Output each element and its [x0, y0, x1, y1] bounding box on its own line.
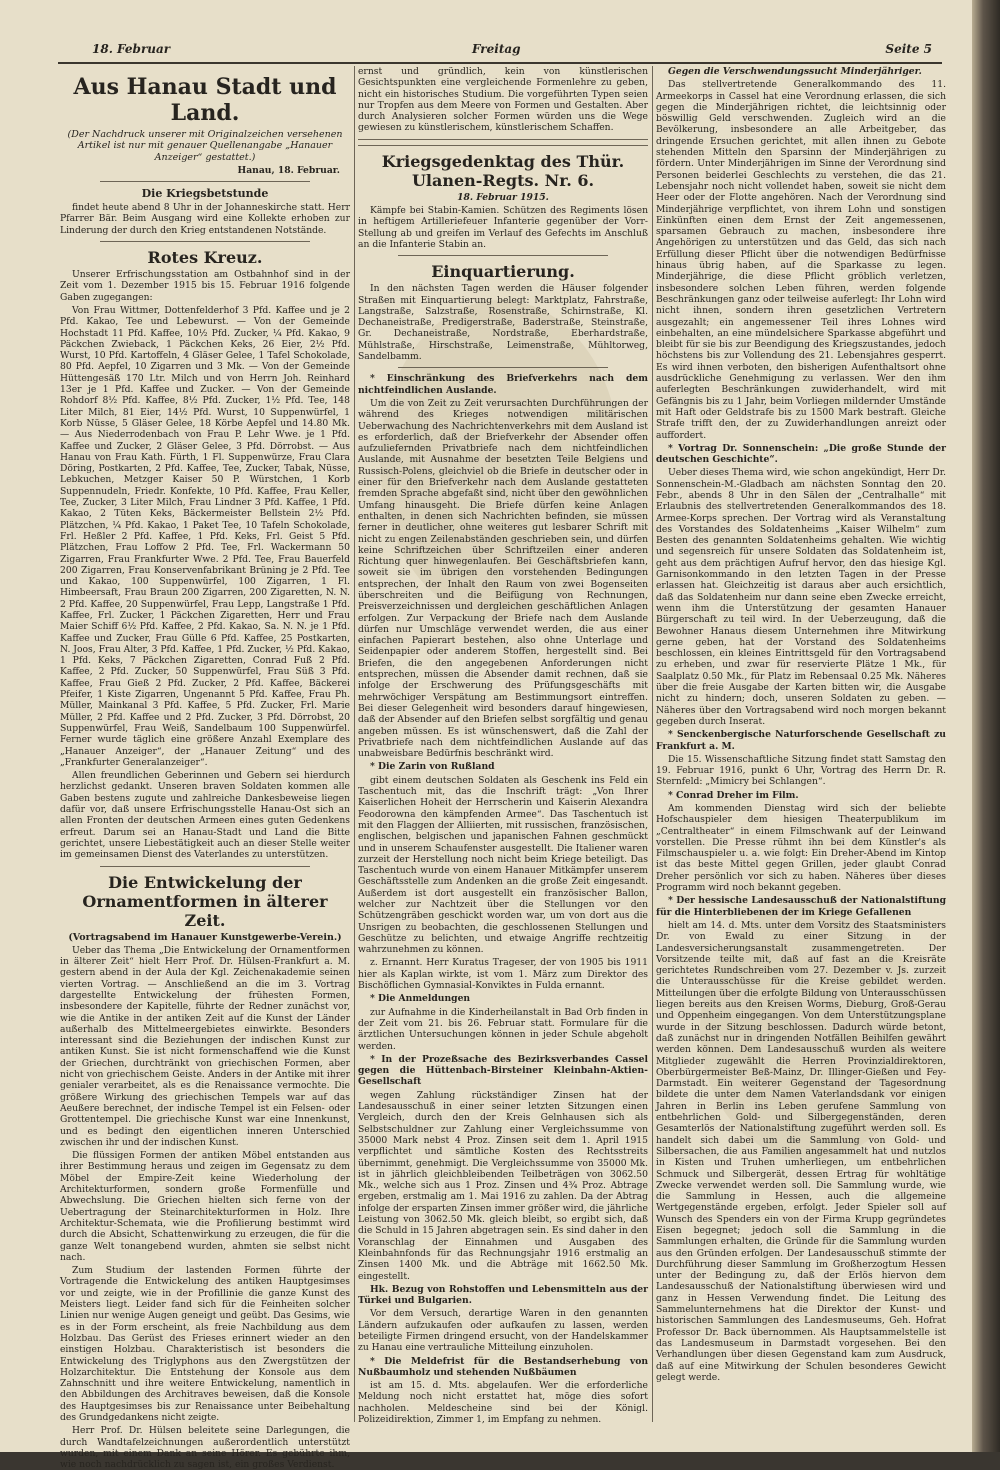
article-heading: Die Kriegsbetstunde [141, 187, 269, 201]
header-date: 18. Februar [92, 42, 171, 56]
article-text: findet heute abend 8 Uhr in der Johanneskirche statt. Herr Pfarrer Bär. Beim Ausgang wird eine Kollekte erhoben zur Linderung der durch den Krieg entstandenen Notstände. [60, 202, 350, 236]
article-heading: * Senckenbergische Naturforschende Gesellschaft zu Frankfurt a. M. [656, 729, 946, 752]
article-heading: * Einschränkung des Briefverkehrs nach dem nichtfeindlichen Auslande. [358, 373, 648, 396]
article-text: Kämpfe bei Stabin-Kamien. Schützen des Regiments lösen in heftigem Artilleriefeuer Infanterie gegenüber der Vorr-Stellung ab und greifen im Verlauf des Gefechts im Anschluß an die Infanterie Stabin an. [358, 205, 648, 250]
divider [100, 866, 310, 867]
divider [358, 145, 648, 146]
header-weekday: Freitag [472, 42, 521, 56]
page-header [92, 42, 932, 60]
divider [100, 241, 310, 242]
divider [100, 181, 310, 182]
page-binding-edge [972, 0, 1000, 1452]
article-text: Das stellvertretende Generalkommando des 11. Armeekorps in Cassel hat eine Verordnung erlassen, die sich gegen die Minderjährigen richtet, die leichtsinnig oder böswillig Geld verschwenden. Zugleich wird an die Bevölkerung, insbesondere an alle Arbeitgeber, das dringende Ersuchen gerichtet, mit allen ihnen zu Gebote stehenden Mitteln den Sparsinn der Minderjährigen zu fördern. Unter Minderjährigen im Sinne der Verordnung sind Personen beiderlei Geschlechts zu verstehen, die das 21. Lebensjahr noch nicht vollendet haben, soweit sie nicht dem Heer oder der Flotte angehören. Nach der Verordnung sind Minderjährige verpflichtet, von ihrem Lohn und sonstigen Einkünften einen dem Ernst der Zeit angemessenen, sparsamen Gebrauch zu machen, insbesondere ihre Angehörigen zu unterstützen und das Geld, das sich nach Erfüllung dieser Pflicht über die notwendigen Bedürfnisse hinaus übrig haben, auf die Sparkasse zu legen. Minderjährige, die diese Pflicht gröblich verletzen, insbesondere solchen Leben führen, werden folgende Beschränkungen ganz oder teilweise auferlegt: Ihr Lohn wird nicht ihnen, sondern ihren gesetzlichen Vertretern ausgezahlt; ein angemessener Teil ihres Lohnes wird einbehalten, an eine mündelsichere Sparkasse abgeführt und bleibt für sie bis zur Beendigung des Kriegszustandes, jedoch höchstens bis zur Vollendung des 21. Lebensjahres gesperrt. Es wird ihnen verboten, den bisherigen Aufenthaltsort ohne ausdrückliche Genehmigung zu verlassen. Wer den ihm auferlegten Beschränkungen zuwiderhandelt, wird mit Gefängnis bis zu 1 Jahr, beim Vorliegen mildernder Umstände mit Haft oder Geldstrafe bis zu 1500 Mark bestraft. Gleiche Strafe trifft den, der zu Zuwiderhandlungen anreizt oder auffordert. [656, 79, 946, 441]
column-3 [656, 66, 946, 1422]
column-divider [652, 66, 653, 1422]
header-rule [58, 62, 942, 64]
article-text: Herr Prof. Dr. Hülsen beleitete seine Darlegungen, die durch Wandtafelzeichnungen außerordentlich unterstützt wurden, mit einem Dank an seine Hörer. Es gebührte ihm, wie noch nachdrücklich zu sagen ist, ein großes Verdienst. [60, 1425, 350, 1470]
article-text: z. Ernannt. Herr Kuratus Trageser, der von 1905 bis 1911 hier als Kaplan wirkte, ist vom 1. März zum Direktor des Bischöflichen Gymnasial-Konviktes in Fulda ernannt. [358, 957, 648, 992]
divider [398, 367, 608, 368]
article-title: Einquartierung. [431, 262, 575, 282]
article-text: zur Aufnahme in die Kinderheilanstalt in Bad Orb finden in der Zeit vom 21. bis 26. Februar statt. Formulare für die ärztlichen Untersuchungen können in jeder Schule abgeholt werden. [358, 1006, 648, 1052]
article-text: Vor dem Versuch, derartige Waren in den genannten Ländern aufzukaufen oder aufkaufen zu lassen, werden beteiligte Firmen dringend ersucht, von der Handelskammer zu Hanau eine vertrauliche Mitteilung einzuholen. [358, 1308, 648, 1354]
divider [358, 139, 648, 140]
article-heading: * Conrad Dreher im Film. [668, 789, 799, 801]
article-text: In den nächsten Tagen werden die Häuser folgender Straßen mit Einquartierung belegt: Marktplatz, Fahrstraße, Langstraße, Salzstraße, Rosenstraße, Schirnstraße, Kl. Dechaneistraße, Predigerstraße, Baderstraße, Steinstraße, Gr. Dechaneistraße, Nordstraße, Eberhardstraße, Mühlstraße, Hirschstraße, Leimenstraße, Mühltorweg, Sandelbamm. [358, 283, 648, 363]
article-subtitle: (Vortragsabend im Hanauer Kunstgewerbe-Verein.) [68, 931, 342, 943]
article-heading: Gegen die Verschwendungssucht Minderjähriger. [668, 66, 922, 77]
article-title: Die Entwickelung der Ornamentformen in älterer Zeit. [82, 872, 328, 930]
article-text: Zum Studium der lastenden Formen führte der Vortragende die Entwickelung des antiken Hauptgesimses vor und zeigte, wie in der Profillinie die ganze Kunst des Meisters liegt. Leider fand sich für die Feinheiten solcher Linien nur wenige Augen geneigt und geübt. Das Gesims, wie es in der Form erscheint, als freie Nachbildung aus dem Holzbau. Das Gerüst des Frieses erinnert wieder an den einstigen Holzbau. Charakteristisch ist besonders die Entwickelung des Triglyphons aus den Zwergstützen der Holzarchitektur. Die Entstehung der Konsole aus dem Zahnschnitt und ihre weitere Entwickelung, namentlich in den Abbildungen des Architraves beweisen, daß die Konsole des Hauptgesimses bis zur Renaissance unter Beibehaltung des Grundgedankens nicht zeigte. [60, 1265, 350, 1423]
article-text: ernst und gründlich, kein von künstlerischen Gesichtspunkten eine vergleichende Formenlehre zu geben, nicht ein historisches Studium. Die vorgeführten Typen seien nur Tropfen aus dem Meere von Formen und Gestalten. Aber durch Analysieren solcher Formen würden uns die Wege gewiesen zu künstlerischem, künstlerischem Schaffen. [358, 66, 648, 134]
article-heading: * Vortrag Dr. Sonnenschein: „Die große Stunde der deutschen Geschichte“. [656, 442, 946, 466]
article-text: ist am 15. d. Mts. abgelaufen. Wer die erforderliche Meldung noch nicht erstattet hat, möge dies sofort nachholen. Meldescheine sind bei der Königl. Polizeidirektion, Zimmer 1, im Empfang zu nehmen. [358, 1380, 648, 1426]
article-text: Am kommenden Dienstag wird sich der beliebte Hofschauspieler dem hiesigen Theaterpublikum im „Centraltheater“ in einem Filmschwank auf der Leinwand vorstellen. Die Presse rühmt ihn bei dem Künstler's als Filmschauspieler u. a. wie folgt: Ein Dreher-Abend im Kintop ist das beste Mittel gegen Grillen, jeder glaubt Conrad Dreher persönlich vor sich zu haben. Näheres über dieses Programm wird noch bekannt gegeben. [656, 803, 946, 894]
article-heading: Hk. Bezug von Rohstoffen und Lebensmitteln aus der Türkei und Bulgarien. [358, 1283, 648, 1307]
column-2 [358, 66, 648, 1426]
article-heading: * Die Meldefrist für die Bestandserhebung von Nußbaumholz und stehenden Nußbäumen [358, 1355, 648, 1378]
article-text: wegen Zahlung rückständiger Zinsen hat der Landesausschuß in einer seiner letzten Sitzungen einen Vergleich, durch den der Kreis Gelnhausen sich als Selbstschuldner zur Zahlung einer Vergleichssumme von 35000 Mark nebst 4 Proz. Zinsen seit dem 1. April 1915 verpflichtet und sämtliche Kosten des Rechtsstreits übernimmt, genehmigt. Die Vergleichssumme von 35000 Mk. ist in jährlich gleichbleibenden Teilbeträgen von 3062.50 Mk., welche sich aus 1 Proz. Zinsen und 4¾ Proz. Abtrage ergeben, erstmalig am 1. Mai 1916 zu zahlen. Da der Abtrag infolge der ersparten Zinsen immer größer wird, die jährliche Leistung von 3062.50 Mk. gleich bleibt, so ergibt sich, daß die Schuld in 15 Jahren abgetragen sein. Es sind daher in den Voranschlag der Einnahmen und Ausgaben des Kleinbahnfonds für das Rechnungsjahr 1916 erstmalig an Zinsen 1400 Mk. und die Abträge mit 1662.50 Mk. eingestellt. [358, 1089, 648, 1282]
article-title: Kriegsgedenktag des Thür. Ulanen-Regts. Nr. 6. [381, 151, 625, 190]
column-1 [60, 66, 350, 1470]
article-text: Die 15. Wissenschaftliche Sitzung findet statt Samstag den 19. Februar 1916, punkt 6 Uhr, Vortrag des Herrn Dr. R. Sternfeld: „Mimicry bei Schlangen“. [656, 753, 946, 788]
article-heading: * Der hessische Landesausschuß der Nationalstiftung für die Hinterbliebenen der im Kriege Gefallenen [656, 895, 946, 918]
divider [398, 255, 608, 256]
reprint-notice: (Der Nachdruck unserer mit Originalzeichen versehenen Artikel ist nur mit genauer Quellenangabe „Hanauer Anzeiger“ gestattet.) [67, 129, 343, 163]
dateline: Hanau, 18. Februar. [237, 164, 340, 176]
article-text: hielt am 14. d. Mts. unter dem Vorsitz des Staatsministers Dr. von Ewald zu einer Sitzung in der Landesversicherungsanstalt zusammengetreten. Der Vorsitzende teilte mit, daß auf fast an die Kreisräte gerichtetes Rundschreiben vom 27. Dezember v. Js. zurzeit die Unterausschüsse für die Kreise gebildet werden. Mitteilungen über die erfolgte Bildung von Unterausschüssen liegen bereits aus den Kreisen Worms, Dieburg, Groß-Gerau und Oppenheim eingegangen. Von dem Unterstützungsplane wurde in der Sitzung beschlossen. Dadurch würde betont, daß zunächst nur in dringenden Notfällen Beihilfen gewährt werden können. Dem Landesausschuß wurden als weitere Mitglieder zugewählt die Herren Provinzialdirektoren, Oberbürgermeister Beß-Mainz, Dr. Illinger-Gießen und Fey-Darmstadt. Ein weiterer Gegenstand der Tagesordnung bildete die unter dem Namen Vaterlandsdank vor einigen Jahren in Berlin ins Leben gerufene Sammlung von entbehrlichen Gold- und Silbergegenständen, deren Gesamterlös der Nationalstiftung zugeführt werden soll. Es handelt sich dabei um die Sammlung von Gold- und Silbersachen, die aus Familien angesammelt hat und nutzlos in Kisten und Truhen umherliegen, um entbehrlichen Schmuck und Silbergerät, dessen Ertrag für wohltätige Zwecke verwendet werden soll. Die Sammlung wurde, wie die Sammlung in Hessen, auch die allgemeine Wertgegenstände ergeben, erfolgt. Jeder Spieler soll auf Wunsch des Spenders ein von der Firma Krupp gegründetes Eisen begegnet; jedoch soll die Sammlung in die Sammlungen erhalten, die Gründe für die Sammlung wurden aus den Gründen erfolgen. Der Landesausschuß stimmte der Durchführung dieser Sammlung im Großherzogtum Hessen unter der Bedingung zu, daß der Erlös hiervon dem Landesausschuß der Nationalstiftung überwiesen wird und ganz in Hessen Verwendung findet. Die Leitung des Sammelunternehmens hat die Direktor der Kunst- und historischen Sammlungen des Landesmuseums, Geh. Hofrat Professor Dr. Back übernommen. Als Hauptsammelstelle ist das Landesmuseum in Darmstadt vorgesehen. Bei den Verhandlungen über diesen Gegenstand kam zum Ausdruck, daß auf eine Mitwirkung der Schulen besonderes Gewicht gelegt werde. [656, 919, 946, 1383]
section-title: Aus Hanau Stadt und Land. [73, 74, 337, 126]
header-page-number: Seite 5 [885, 42, 932, 56]
article-text: gibt einem deutschen Soldaten als Geschenk ins Feld ein Taschentuch mit, das die Inschrift trägt: „Von Ihrer Kaiserlichen Hoheit der Herrscherin und Kaiserin Alexandra Feodorowna den kämpfenden Armee“. Das Taschentuch ist mit den Flaggen der Alliierten, mit russischen, französischen, englischen, belgischen und japanischen Fahnen geschmückt und in unserem Schaufenster ausgestellt. Die Italiener waren zurzeit der Herstellung noch nicht beim Kriege beteiligt. Das Taschentuch wurde von einem Hanauer Mitkämpfer unserem Geschäftsstelle zum Andenken an die große Zeit eingesandt. Außerdem ist dort ausgestellt ein französischer Ballon, welcher zur Nachtzeit über die Stellungen vor den Schützengräben geschickt worden war, um von dort aus die Unsrigen zu beobachten, die geschlossenen Stellungen und Geschütze zu belichten, und etwaige Angriffe rechtzeitig wahrzunehmen zu können. [358, 774, 648, 956]
article-text: Unserer Erfrischungsstation am Ostbahnhof sind in der Zeit vom 1. Dezember 1915 bis 15. Februar 1916 folgende Gaben zugegangen: [60, 269, 350, 303]
article-text: Von Frau Wittmer, Dottenfelderhof 3 Pfd. Kaffee und je 2 Pfd. Kakao, Tee und Lebewurst. — Von der Gemeinde Hochstadt 11 Pfd. Kaffee, 10½ Pfd. Zucker, ¼ Pfd. Kakao, 9 Päckchen Zwieback, 1 Päckchen Keks, 26 Eier, 2½ Pfd. Wurst, 10 Pfd. Kartoffeln, 4 Gläser Gelee, 1 Tafel Schokolade, 80 Pfd. Aepfel, 10 Zigarren und 3 Mk. — Von der Gemeinde Hüttengesäß 170 Ltr. Milch und von Herrn Joh. Reinhard 13er je 1 Pfd. Kaffee und Zucker. — Von der Gemeinde Rohdorf 8½ Pfd. Kaffee, 8½ Pfd. Zucker, 1½ Pfd. Tee, 148 Liter Milch, 81 Eier, 14½ Pfd. Wurst, 10 Suppenwürfel, 1 Korb Nüsse, 5 Gläser Gelee, 18 Körbe Aepfel und 14.80 Mk. — Aus Niederrodenbach von Frau P. Lehr Wwe. je 1 Pfd. Kaffee und Zucker, 2 Gläser Gelee, 3 Pfd. Dörrobst. — Aus Hanau von Frau Kath. Fürth, 1 Fl. Suppenwürze, Frau Clara Döring, Postkarten, 2 Pfd. Kaffee, Tee, Zucker, Tabak, Nüsse, Lebkuchen, Metzger Kaiser 50 P. Würstchen, 1 Korb Suppennudeln, Friedr. Konfekte, 10 Pfd. Kaffee, Frau Keller, Tee, Zucker, 3 Liter Milch, Frau Lindner 3 Pfd. Kaffee, 1 Pfd. Kakao, 2 Tüten Keks, Bäckermeister Bellstein 2½ Pfd. Plätzchen, ¼ Pfd. Kakao, 1 Paket Tee, 10 Tafeln Schokolade, Frl. Heßler 2 Pfd. Kaffee, 1 Pfd. Keks, Frl. Geist 5 Pfd. Plätzchen, Frau Loffow 2 Pfd. Tee, Frl. Wackermann 50 Zigarren, Frau Frankfurter Wwe. 2 Pfd. Tee, Frau Bauerfeld 200 Zigarren, Frau Konservenfabrikant Brüning je 2 Pfd. Tee und Kakao, 100 Suppenwürfel, 100 Zigarren, 1 Fl. Himbeersaft, Frau Braun 200 Zigarren, 200 Zigaretten, N. N. 2 Pfd. Kaffee, 20 Suppenwürfel, Frau Lepp, Langstraße 1 Pfd. Kaffee, Frl. Zucker, 1 Päckchen Zigaretten, Herr und Frau Maier Schiff 6½ Pfd. Kaffee, 2 Pfd. Kakao, Sa. N. N. je 1 Pfd. Kaffee und Zucker, Frau Gülle 6 Pfd. Kaffee, 25 Postkarten, N. Joos, Frau Alter, 3 Pfd. Kaffee, 1 Pfd. Zucker, ½ Pfd. Kakao, 1 Pfd. Keks, 7 Päckchen Zigaretten, Conrad Fuß 2 Pfd. Kaffee, 2 Pfd. Zucker, 50 Suppenwürfel, Frau Süß 3 Pfd. Kaffee, Frau Gieß 2 Pfd. Zucker, 2 Pfd. Kaffee, Bäckerei Pfeifer, 1 Kiste Zigarren, Ungenannt 5 Pfd. Kaffee, Frau Ph. Müller, Mainkanal 3 Pfd. Kaffee, 5 Pfd. Zucker, Frl. Marie Müller, 2 Pfd. Kaffee und 2 Pfd. Zucker, 3 Pfd. Dörrobst, 20 Suppenwürfel, Frau Weiß, Sandelbaum 100 Suppenwürfel. Ferner wurde täglich eine größere Anzahl Exemplare des „Hanauer Anzeiger“, der „Hanauer Zeitung“ und des „Frankfurter Generalanzeiger“. [60, 304, 350, 768]
column-divider [354, 66, 355, 1422]
article-text: Die flüssigen Formen der antiken Möbel entstanden aus ihrer Bestimmung heraus und zeigen im Gegensatz zu dem Möbel der Empire-Zeit keine Wiederholung der Architekturformen, sondern große Formenfülle und Abwechslung. Die Griechen hielten sich ferne von der Uebertragung der Steinarchitekturformen in Holz. Ihre Architektur-Schemata, wie die Profilierung bestimmt wird durch die Absicht, Schattenwirkung zu erzeugen, die für die ganze Welt tonangebend wurden, ahmten sie selbst nicht nach. [60, 1150, 350, 1263]
article-text: Allen freundlichen Geberinnen und Gebern sei hierdurch herzlichst gedankt. Unseren braven Soldaten kommen alle Gaben bestens zugute und zahlreiche Dankesbeweise liegen dafür vor, daß unsere Erfrischungsstelle Hanau-Ost sich an allen Fronten der deutschen Armeen eines guten Gedenkens erfreut. Darum sei an Hanau-Stadt und Land die Bitte gerichtet, unsere Liebestätigkeit auch an dieser Stelle weiter im gemeinsamen Dienst des Vaterlandes zu unterstützen. [60, 770, 350, 861]
article-date: 18. Februar 1915. [457, 191, 549, 203]
article-title: Rotes Kreuz. [147, 248, 263, 268]
article-heading: * Die Zarin von Rußland [370, 761, 495, 773]
article-text: Ueber dieses Thema wird, wie schon angekündigt, Herr Dr. Sonnenschein-M.-Gladbach am nächsten Sonntag den 20. Febr., abends 8 Uhr in den Sälen der „Centralhalle“ mit Erlaubnis des stellvertretenden Generalkommandos des 18. Armee-Korps sprechen. Der Vortrag wird als Veranstaltung des Vorstandes des Soldatenheims „Kaiser Wilhelm“ zum Besten des genannten Soldatenheims gehalten. Wie wichtig und segensreich für unsere Soldaten das Soldatenheim ist, geht aus dem prächtigen Aufruf hervor, den das hiesige Kgl. Garnisonkommando in den letzten Tagen in der Presse erlassen hat. Gleichzeitig ist daraus aber auch ersichtlich, daß das Soldatenheim nur dann seine eben Zwecke erreicht, wenn ihm die Unterstützung der gesamten Hanauer Bürgerschaft zu teil wird. In der Ueberzeugung, daß die Bewohner Hanaus diesem Unternehmen ihre Mitwirkung gerne geben, hat der Vorstand des Soldatenheims beschlossen, ein kleines Eintrittsgeld für den Vortragsabend zu erheben, und zwar für reservierte Plätze 1 Mk., für Saalplatz 0.50 Mk., für Platz im Rebensaal 0.25 Mk. Näheres über die freie Ausgabe der Karten bitten wir, die Ausgabe nicht zu hindern; doch, unseren Soldaten zu geben. — Näheres über den Vortragsabend wird noch morgen bekannt gegeben durch Inserat. [656, 467, 946, 727]
article-heading: * In der Prozeßsache des Bezirksverbandes Cassel gegen die Hüttenbach-Birsteiner Kleinbahn-Aktien-Gesellschaft [358, 1053, 648, 1088]
article-text: Ueber das Thema „Die Entwickelung der Ornamentformen in älterer Zeit“ hielt Herr Prof. Dr. Hülsen-Frankfurt a. M. gestern abend in der Aula der Kgl. Zeichenakademie seinen vierten Vortrag. — Anschließend an die im 3. Vortrag dargestellte Entwickelung der frühesten Formen, insbesondere der Kapitelle, führte der Redner zunächst vor, wie die Antike in der antiken Zeit auf die Kunst der Länder außerhalb des Mittelmeergebietes einwirkte. Besonders interessant sind die Beziehungen der indischen Kunst zur antiken Kunst. Sie ist nicht formenschaffend wie die Kunst der Griechen, durchtränkt von griechischen Formen, aber nicht von griechischem Geiste. Anders in der Antike mit ihrer genialer verarbeitet, als es die Renaissance vermochte. Die größere Wirkung des griechischen Tempels war auf das Aeußere berechnet, der indische Tempel ist ein Felsen- oder Grottentempel. Die griechische Kunst war eine Innenkunst, und es bedingt den eigentlichen inneren Unterschied zwischen ihr und der indischen Kunst. [60, 944, 350, 1148]
article-heading: * Die Anmeldungen [370, 993, 471, 1005]
article-text: Um die von Zeit zu Zeit verursachten Durchführungen der während des Krieges notwendigen militärischen Ueberwachung des Nachrichtenverkehrs mit dem Ausland ist es erforderlich, daß der Briefverkehr der Absender offen aufzuliefernden Privatbriefe nach dem nichtfeindlichen Auslande, mit Ausnahme der besetzten Teile Belgiens und Russisch-Polens, gleichviel ob die Briefe in deutscher oder in einer für den Briefverkehr nach dem Auslande gestatteten fremden Sprache abgefaßt sind, nicht über den gewöhnlichen Umfang hinausgeht. Die Briefe dürfen keine Anlagen enthalten, in denen sich Nachrichten befinden, sie müssen ferner in deutlicher, ohne weiteres gut lesbarer Schrift mit nicht zu engen Zeilenabständen geschrieben sein, und dürfen keine Schriftzeichen über Schriftzeilen einer anderen Richtung quer hinwegenlaufen. Bei Geschäftsbriefen kann, soweit sie im übrigen den vorstehenden Bedingungen entsprechen, der Inhalt den Raum von zwei Bogenseiten überschreiten und die Beifügung von Rechnungen, Preisverzeichnissen und dergleichen geschäftlichen Anlagen erfolgen. Zur Verpackung der Briefe nach dem Auslande dürfen nur Umschläge verwendet werden, die aus einer einfachen Papierart bestehen, also ohne Unterlage und Seidenpapier oder anderem Stoffen, hergestellt sind. Bei Briefen, die den angegebenen Anforderungen nicht entsprechen, müssen die Absender damit rechnen, daß sie infolge der Erschwerung des Prüfungsgeschäfts mit mehrwöchiger Verspätung am Bestimmungsort eintreffen. Bei dieser Gelegenheit wird besonders darauf hingewiesen, daß der Absender auf den Briefen selbst sorgfältig und genau angeben müssen. Es ist wünschenswert, daß die Zahl der Privatbriefe nach dem nichtfeindlichen Auslande auf das unabweisbare Bedürfnis beschränkt wird. [358, 397, 648, 760]
